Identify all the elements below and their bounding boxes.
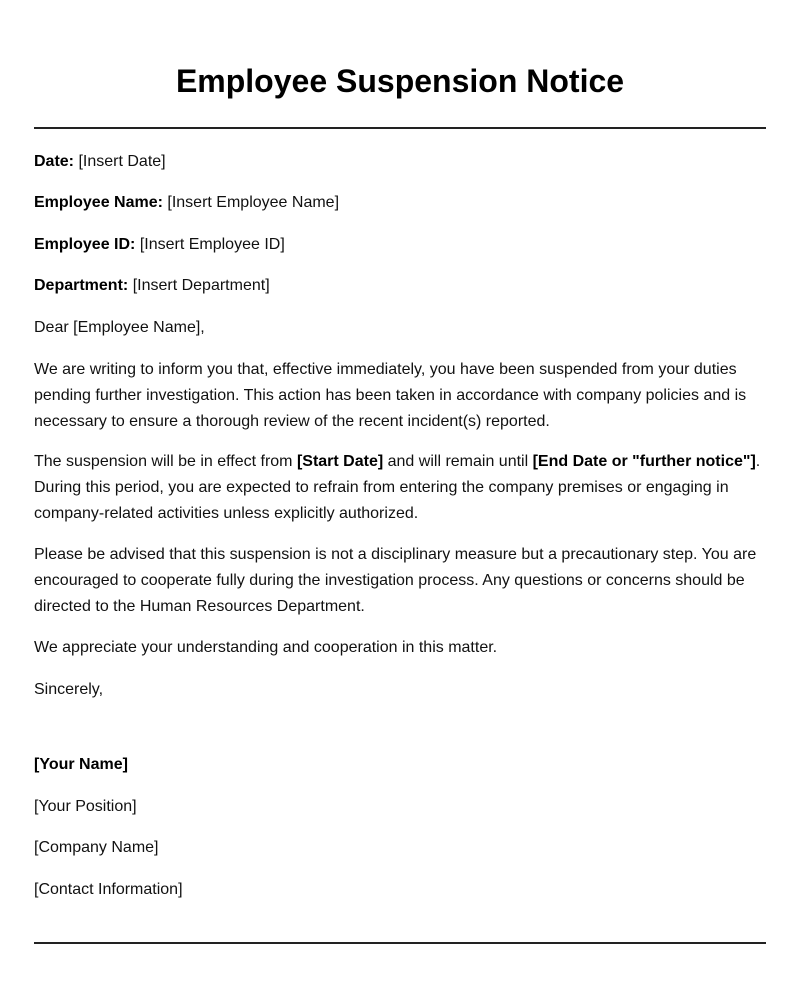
paragraph-duration-text-2: and will remain until xyxy=(383,453,533,470)
date-value: [Insert Date] xyxy=(78,153,166,170)
department-line xyxy=(34,273,766,299)
signature-name: [Your Name] xyxy=(34,756,128,773)
paragraph-duration xyxy=(34,449,766,527)
employee-name-value: [Insert Employee Name] xyxy=(167,194,340,211)
salutation: Dear [Employee Name], xyxy=(34,319,205,336)
employee-id-value: [Insert Employee ID] xyxy=(139,236,285,253)
employee-name-label: Employee Name: xyxy=(34,194,163,211)
date-label: Date: xyxy=(34,153,75,170)
bottom-divider xyxy=(34,942,766,944)
end-date-placeholder: [End Date or "further notice"] xyxy=(532,453,756,470)
top-divider xyxy=(34,127,766,129)
paragraph-duration-text-1: The suspension will be in effect from xyxy=(34,453,297,470)
date-line xyxy=(34,149,766,175)
paragraph-advisory: Please be advised that this suspension is not a disciplinary measure but a precautionary step. You are encouraged to cooperate fully during the investigation process. Any questions or concerns should be directed to the Human Resources Department. xyxy=(34,546,757,615)
closing: Sincerely, xyxy=(34,681,104,698)
document-title: Employee Suspension Notice xyxy=(175,63,625,99)
department-label: Department: xyxy=(34,277,129,294)
employee-name-line xyxy=(34,190,766,216)
paragraph-duration-text-3: . During this period, you are expected to refrain from entering the company premises or engaging in company-related activities unless explicitly authorized. xyxy=(34,453,761,522)
signature-contact: [Contact Information] xyxy=(34,881,183,898)
employee-id-line xyxy=(34,232,766,258)
start-date-placeholder: [Start Date] xyxy=(296,453,384,470)
signature-position: [Your Position] xyxy=(34,798,137,815)
employee-id-label: Employee ID: xyxy=(34,236,136,253)
signature-company: [Company Name] xyxy=(34,839,159,856)
paragraph-intro: We are writing to inform you that, effective immediately, you have been suspended from your duties pending further investigation. This action has been taken in accordance with company policies and is necessary to ensure a thorough review of the recent incident(s) reported. xyxy=(34,361,747,430)
department-value: [Insert Department] xyxy=(132,277,270,294)
paragraph-appreciation: We appreciate your understanding and cooperation in this matter. xyxy=(34,639,498,656)
